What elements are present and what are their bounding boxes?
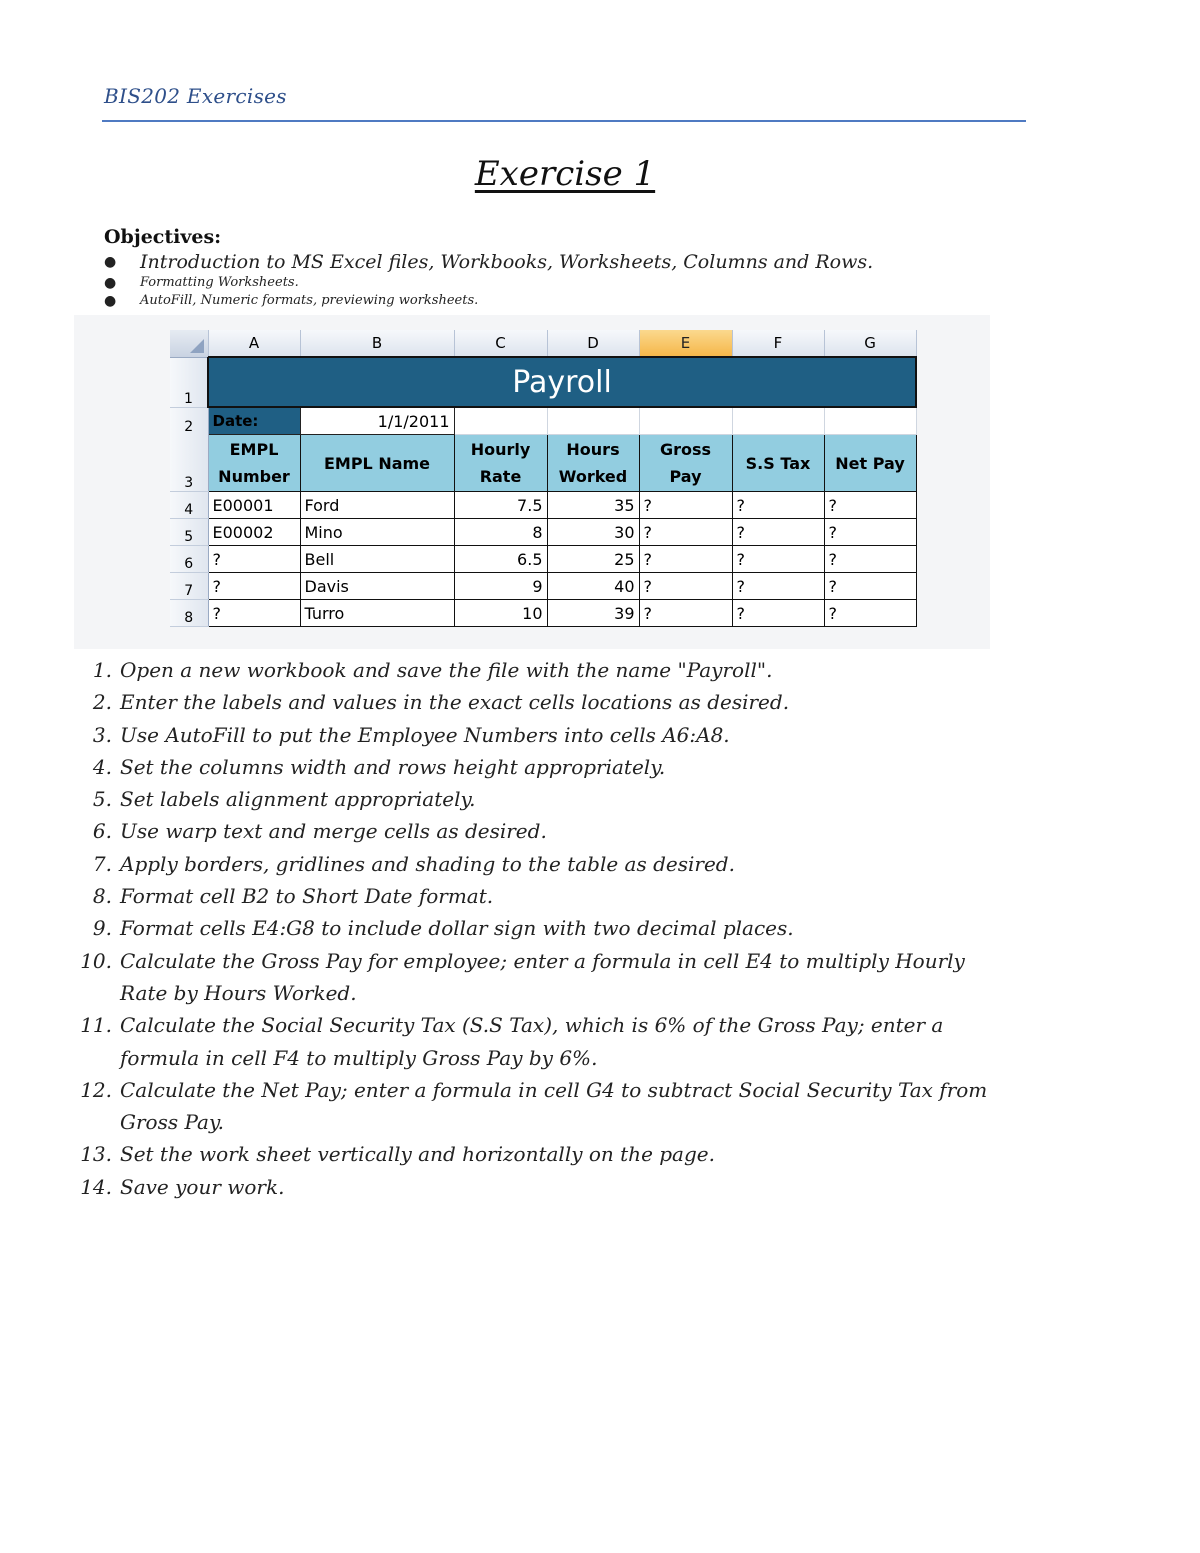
cell-empl-number[interactable]: ? [208,573,300,600]
row-header-5[interactable]: 5 [170,519,208,546]
row-header-3[interactable]: 3 [170,435,208,492]
bullet-icon: ● [104,293,117,309]
step-item: 14. Save your work. [80,1174,285,1199]
step-item: 6. Use warp text and merge cells as desired. [92,819,547,844]
sheet-row-3 [170,435,916,492]
objectives-list [104,250,873,310]
column-header-g[interactable]: G [824,330,916,357]
step-item: 10. Calculate the Gross Pay for employee; enter a formula in cell E4 to multiply Hourly Rate by Hours Worked. [80,948,965,1005]
empty-cell[interactable] [547,407,639,435]
cell-hours-worked[interactable]: 40 [547,573,639,600]
row-header-8[interactable]: 8 [170,600,208,627]
header-ss-tax[interactable]: S.S Tax [732,435,824,492]
cell-gross-pay[interactable]: ? [639,492,732,519]
column-header-d[interactable]: D [547,330,639,357]
column-header-b[interactable]: B [300,330,454,357]
empty-cell[interactable] [824,407,916,435]
column-header-c[interactable]: C [454,330,547,357]
step-item: 13. Set the work sheet vertically and horizontally on the page. [80,1142,715,1167]
cell-empl-name[interactable]: Mino [300,519,454,546]
table-row [170,600,916,627]
column-header-f[interactable]: F [732,330,824,357]
cell-empl-number[interactable]: ? [208,546,300,573]
header-empl-number[interactable]: EMPL Number [208,435,300,492]
table-row [170,519,916,546]
cell-net-pay[interactable]: ? [824,573,916,600]
step-item: 2. Enter the labels and values in the exact cells locations as desired. [92,690,790,715]
cell-ss-tax[interactable]: ? [732,573,824,600]
header-hours-worked[interactable]: Hours Worked [547,435,639,492]
cell-gross-pay[interactable]: ? [639,573,732,600]
date-label-cell[interactable]: Date: [208,407,300,435]
cell-hourly-rate[interactable]: 6.5 [454,546,547,573]
row-header-7[interactable]: 7 [170,573,208,600]
date-value-cell[interactable]: 1/1/2011 [300,407,454,435]
objective-item: ● Formatting Worksheets. [104,275,299,291]
table-row [170,573,916,600]
column-header-a[interactable]: A [208,330,300,357]
column-header-row [170,330,916,357]
objective-item: ● AutoFill, Numeric formats, previewing worksheets. [104,293,479,309]
sheet-row-1 [170,357,916,407]
cell-empl-name[interactable]: Ford [300,492,454,519]
step-item: 11. Calculate the Social Security Tax (S.S Tax), which is 6% of the Gross Pay; enter a formula in cell F4 to multiply Gross Pay by 6%. [80,1013,944,1070]
cell-empl-number[interactable]: E00001 [208,492,300,519]
cell-ss-tax[interactable]: ? [732,546,824,573]
cell-gross-pay[interactable]: ? [639,546,732,573]
cell-net-pay[interactable]: ? [824,519,916,546]
cell-net-pay[interactable]: ? [824,546,916,573]
cell-hourly-rate[interactable]: 9 [454,573,547,600]
objectives-heading: Objectives: [104,226,222,248]
cell-hourly-rate[interactable]: 7.5 [454,492,547,519]
cell-empl-name[interactable]: Bell [300,546,454,573]
cell-ss-tax[interactable]: ? [732,519,824,546]
cell-hours-worked[interactable]: 25 [547,546,639,573]
empty-cell[interactable] [454,407,547,435]
cell-gross-pay[interactable]: ? [639,519,732,546]
step-item: 7. Apply borders, gridlines and shading to the table as desired. [92,851,735,876]
cell-empl-name[interactable]: Turro [300,600,454,627]
table-row [170,492,916,519]
sheet-row-2 [170,407,916,435]
row-header-4[interactable]: 4 [170,492,208,519]
step-item: 9. Format cells E4:G8 to include dollar sign with two decimal places. [92,916,794,941]
payroll-title-cell[interactable]: Payroll [208,357,916,407]
header-net-pay[interactable]: Net Pay [824,435,916,492]
cell-empl-name[interactable]: Davis [300,573,454,600]
bullet-icon: ● [104,275,117,291]
step-item: 4. Set the columns width and rows height appropriately. [92,754,666,779]
cell-hourly-rate[interactable]: 8 [454,519,547,546]
cell-empl-number[interactable]: ? [208,600,300,627]
cell-ss-tax[interactable]: ? [732,492,824,519]
cell-ss-tax[interactable]: ? [732,600,824,627]
cell-net-pay[interactable]: ? [824,600,916,627]
cell-hours-worked[interactable]: 35 [547,492,639,519]
row-header-1[interactable]: 1 [170,357,208,407]
cell-hours-worked[interactable]: 30 [547,519,639,546]
document-header: BIS202 Exercises [104,84,287,108]
cell-gross-pay[interactable]: ? [639,600,732,627]
page-title: Exercise 1 [474,154,656,194]
row-header-2[interactable]: 2 [170,407,208,435]
cell-hours-worked[interactable]: 39 [547,600,639,627]
header-divider [102,120,1026,122]
bullet-icon: ● [104,254,117,270]
empty-cell[interactable] [639,407,732,435]
objective-item: ● Introduction to MS Excel files, Workbooks, Worksheets, Columns and Rows. [104,251,874,273]
header-hourly-rate[interactable]: Hourly Rate [454,435,547,492]
row-header-6[interactable]: 6 [170,546,208,573]
select-all-corner[interactable] [170,330,208,357]
step-item: 3. Use AutoFill to put the Employee Numbers into cells A6:A8. [92,722,730,747]
instruction-steps [72,654,1002,1203]
column-header-e[interactable]: E [639,330,732,357]
step-item: 1. Open a new workbook and save the file with the name "Payroll". [92,658,773,682]
payroll-spreadsheet [170,330,917,627]
table-row [170,546,916,573]
header-gross-pay[interactable]: Gross Pay [639,435,732,492]
step-item: 8. Format cell B2 to Short Date format. [92,884,494,909]
cell-net-pay[interactable]: ? [824,492,916,519]
header-empl-name[interactable]: EMPL Name [300,435,454,492]
step-item: 12. Calculate the Net Pay; enter a formula in cell G4 to subtract Social Security Tax from Gross Pay. [80,1077,988,1135]
empty-cell[interactable] [732,407,824,435]
step-item: 5. Set labels alignment appropriately. [92,787,476,812]
cell-hourly-rate[interactable]: 10 [454,600,547,627]
cell-empl-number[interactable]: E00002 [208,519,300,546]
